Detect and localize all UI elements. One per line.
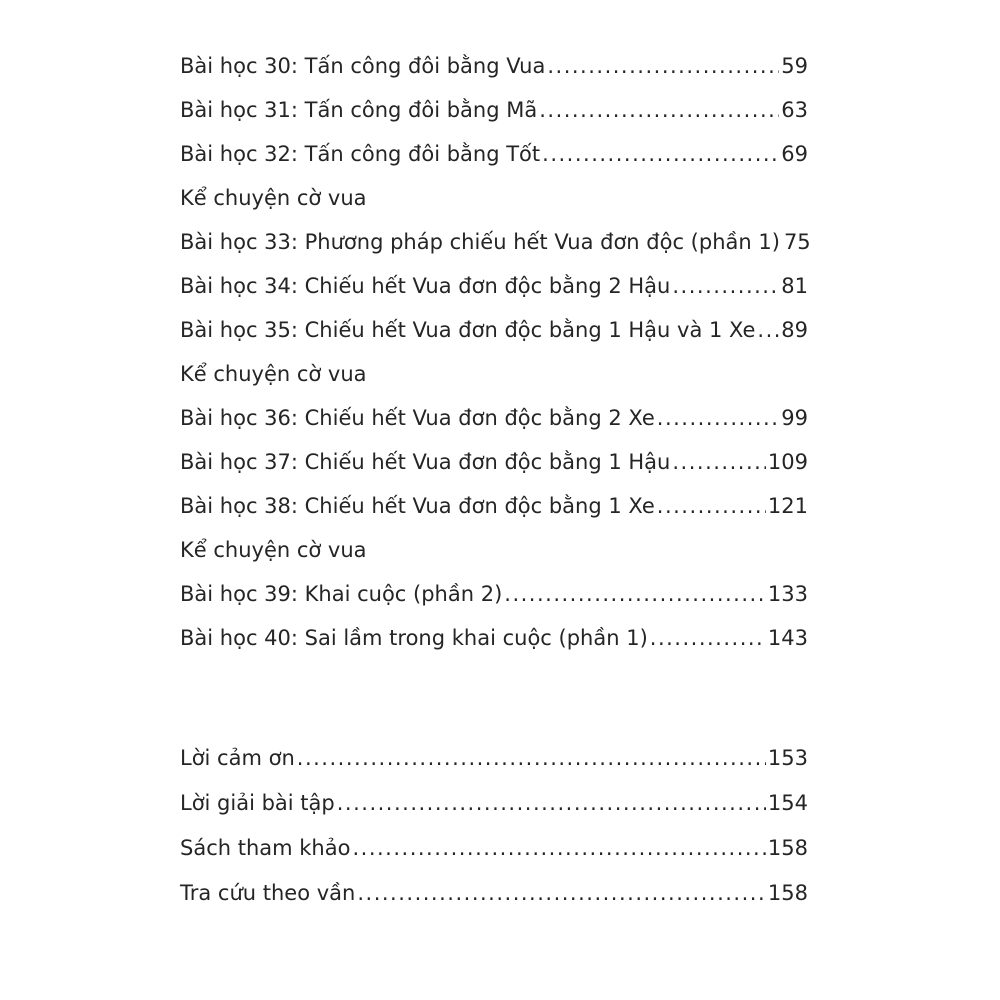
dot-leader: [352, 826, 765, 871]
dot-leader: [504, 572, 766, 616]
dot-leader: [337, 781, 766, 826]
toc-entry-page-number: 158: [767, 836, 808, 860]
toc-entry-label: Bài học 32: Tấn công đôi bằng Tốt: [180, 142, 541, 166]
dot-leader: [542, 132, 779, 176]
toc-entry-label: Lời giải bài tập: [180, 791, 335, 815]
toc-entry: [180, 352, 808, 396]
toc-entry: [180, 132, 808, 176]
dot-leader: [539, 88, 779, 132]
dot-leader: [297, 736, 766, 781]
toc-entry-label: Sách tham khảo: [180, 836, 351, 860]
toc-entry-label: Bài học 30: Tấn công đôi bằng Vua: [180, 54, 546, 78]
toc-entry: [180, 736, 808, 781]
dot-leader: [672, 264, 779, 308]
dot-leader: [650, 616, 766, 660]
toc-entry-label: Kể chuyện cờ vua: [180, 186, 367, 210]
toc-lessons-list: [180, 44, 811, 660]
toc-entry-label: Bài học 36: Chiếu hết Vua đơn độc bằng 2 Xe: [180, 406, 655, 430]
toc-entry-page-number: 133: [767, 582, 808, 606]
toc-entry-page-number: 99: [781, 406, 808, 430]
toc-entry-page-number: 89: [781, 318, 808, 342]
toc-entry-page-number: 63: [781, 98, 808, 122]
toc-entry: [180, 826, 808, 871]
toc-entry-label: Kể chuyện cờ vua: [180, 362, 367, 386]
toc-entry: [180, 396, 808, 440]
toc-entry-page-number: 153: [767, 746, 808, 770]
toc-entry-label: Bài học 38: Chiếu hết Vua đơn độc bằng 1 Xe: [180, 494, 655, 518]
toc-entry: [180, 781, 808, 826]
toc-entry: [180, 264, 808, 308]
toc-entry: [180, 440, 808, 484]
toc-entry: [180, 44, 808, 88]
toc-entry-page-number: 154: [767, 791, 808, 815]
toc-entry-page-number: 158: [767, 881, 808, 905]
toc-entry-label: Bài học 40: Sai lầm trong khai cuộc (phần 1): [180, 626, 648, 650]
toc-entry: [180, 871, 808, 916]
toc-entry: [180, 528, 808, 572]
dot-leader: [757, 308, 779, 352]
toc-entry: [180, 484, 808, 528]
toc-entry-label: Bài học 31: Tấn công đôi bằng Mã: [180, 98, 538, 122]
toc-entry-label: Bài học 34: Chiếu hết Vua đơn độc bằng 2 Hậu: [180, 274, 671, 298]
toc-backmatter-list: [180, 736, 808, 916]
toc-entry-label: Bài học 37: Chiếu hết Vua đơn độc bằng 1 Hậu: [180, 450, 671, 474]
dot-leader: [657, 396, 780, 440]
dot-leader: [357, 871, 766, 916]
toc-entry: [180, 616, 808, 660]
toc-entry-page-number: 69: [781, 142, 808, 166]
toc-entry-label: Bài học 39: Khai cuộc (phần 2): [180, 582, 503, 606]
toc-entry: [180, 572, 808, 616]
dot-leader: [547, 44, 779, 88]
toc-entry: [180, 176, 808, 220]
table-of-contents-page: [180, 44, 811, 916]
toc-entry-label: Bài học 33: Phương pháp chiếu hết Vua đơn độc (phần 1): [180, 230, 780, 254]
toc-entry-label: Tra cứu theo vần: [180, 881, 356, 905]
toc-entry-label: Lời cảm ơn: [180, 746, 295, 770]
toc-entry-page-number: 143: [767, 626, 808, 650]
toc-entry-page-number: 59: [781, 54, 808, 78]
toc-entry-page-number: 75: [783, 230, 811, 254]
toc-entry-label: Bài học 35: Chiếu hết Vua đơn độc bằng 1 Hậu và 1 Xe: [180, 318, 756, 342]
toc-entry: [180, 308, 808, 352]
toc-entry: [180, 88, 808, 132]
toc-entry-label: Kể chuyện cờ vua: [180, 538, 367, 562]
toc-entry-page-number: 109: [767, 450, 808, 474]
toc-entry-page-number: 121: [767, 494, 808, 518]
dot-leader: [672, 440, 766, 484]
toc-entry-page-number: 81: [781, 274, 808, 298]
toc-entry: [180, 220, 811, 264]
dot-leader: [657, 484, 766, 528]
